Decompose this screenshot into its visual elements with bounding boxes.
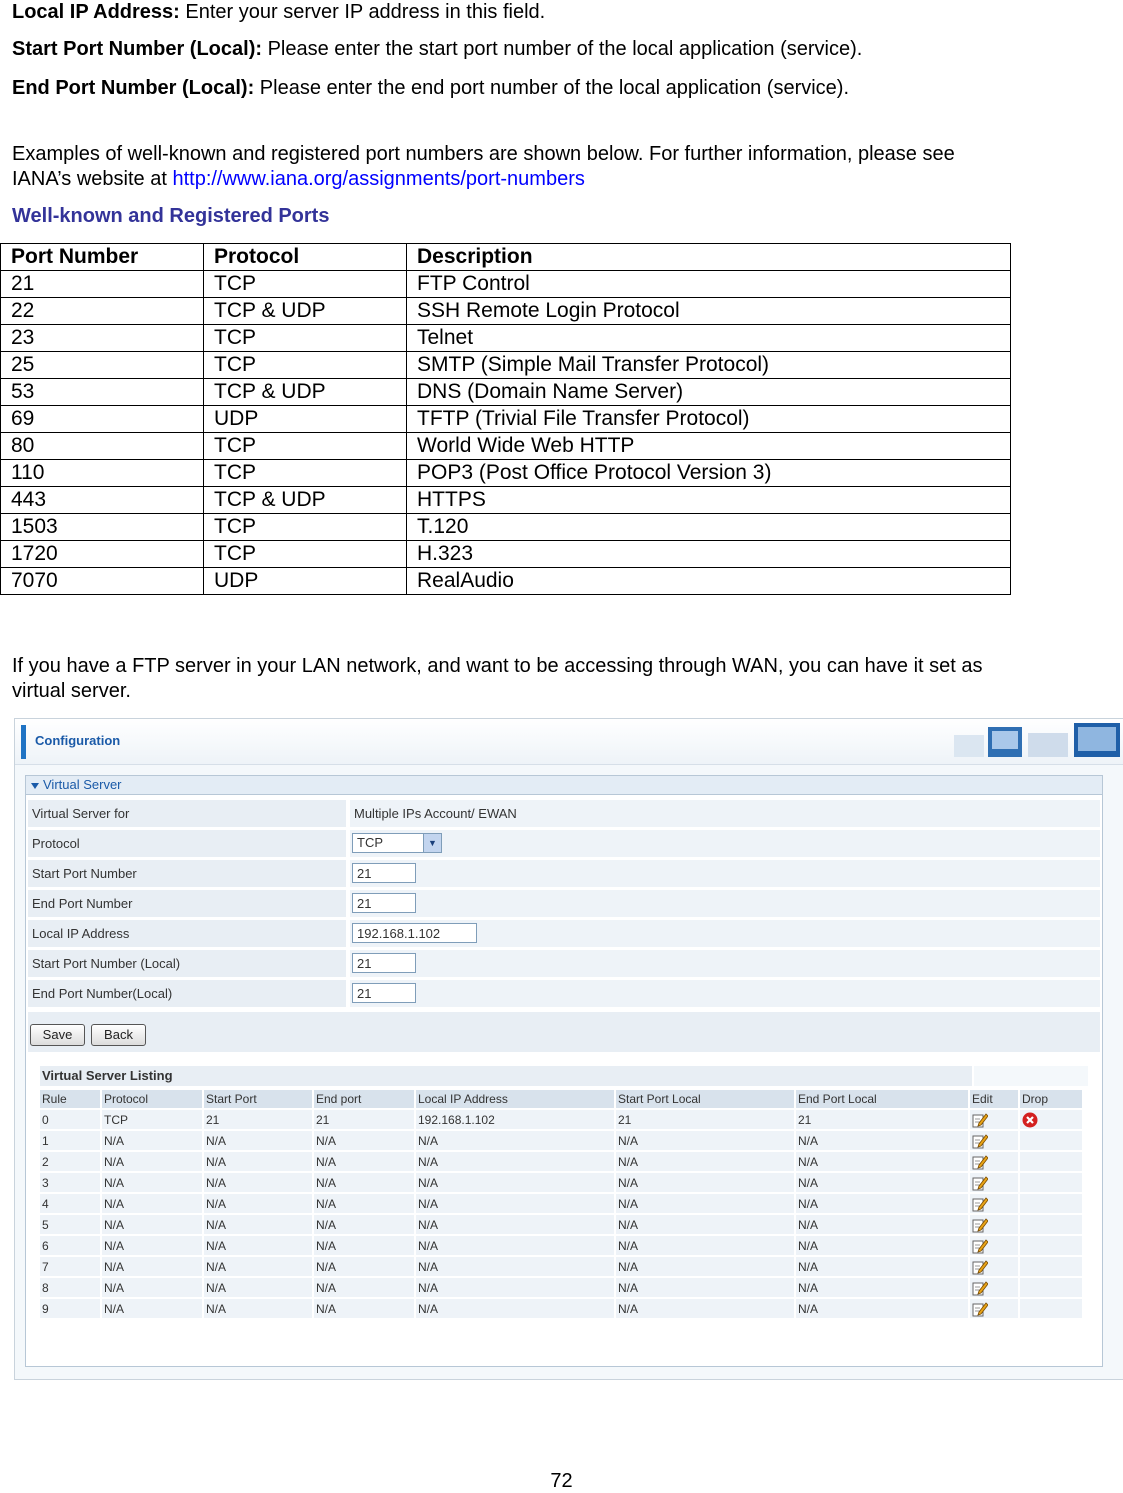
row-protocol: [28, 830, 1100, 857]
rule-cell: 6: [40, 1236, 100, 1255]
edit-col-header: Edit: [970, 1090, 1018, 1108]
listing-row: [40, 1215, 1082, 1234]
drop-cell: [1020, 1152, 1082, 1171]
edit-pencil-icon[interactable]: [972, 1175, 988, 1191]
start-port-description: [12, 37, 862, 61]
start-port-text: Please enter the start port number of the local application (service).: [262, 38, 863, 60]
drop-cell: [1020, 1299, 1082, 1318]
rule-cell: 4: [40, 1194, 100, 1213]
rule-cell: 2: [40, 1152, 100, 1171]
edit-cell: [970, 1152, 1018, 1171]
end-port-input[interactable]: 21: [352, 893, 416, 913]
protocol-cell: UDP: [204, 406, 407, 433]
ports-section-title: Well-known and Registered Ports: [12, 205, 330, 227]
ports-table-header: [1, 244, 1011, 271]
local-ip-cell: N/A: [416, 1194, 614, 1213]
description-cell: RealAudio: [407, 568, 1011, 595]
edit-pencil-icon[interactable]: [972, 1238, 988, 1254]
local-ip-description: [12, 0, 545, 24]
drop-cell: [1020, 1257, 1082, 1276]
row-end-port: [28, 890, 1100, 917]
protocol-cell: N/A: [102, 1257, 202, 1276]
protocol-cell: TCP: [204, 325, 407, 352]
description-cell: Telnet: [407, 325, 1011, 352]
virtual-server-title[interactable]: [26, 776, 1102, 795]
start-port-cell: N/A: [204, 1299, 312, 1318]
ftp-note-line-1: If you have a FTP server in your LAN network, and want to be accessing through WAN, you can have it set as: [12, 655, 983, 677]
edit-pencil-icon[interactable]: [972, 1133, 988, 1149]
protocol-cell: TCP: [102, 1110, 202, 1129]
protocol-cell: TCP: [204, 352, 407, 379]
start-port-local-label: Start Port Number (Local): [28, 950, 346, 977]
delete-x-icon[interactable]: [1022, 1112, 1038, 1128]
edit-cell: [970, 1173, 1018, 1192]
protocol-col-header: Protocol: [102, 1090, 202, 1108]
local-ip-cell: N/A: [416, 1257, 614, 1276]
end-port-text: Please enter the end port number of the local application (service).: [254, 77, 850, 99]
description-cell: FTP Control: [407, 271, 1011, 298]
end-port-cell: N/A: [314, 1173, 414, 1192]
page-number: 72: [550, 1470, 573, 1492]
end-port-description: [12, 76, 849, 100]
start-port-local-cell: N/A: [616, 1194, 794, 1213]
end-port-cell: N/A: [314, 1215, 414, 1234]
start-port-local-cell: [350, 950, 1100, 977]
start-port-local-cell: N/A: [616, 1236, 794, 1255]
port-number-cell: 25: [1, 352, 204, 379]
description-cell: World Wide Web HTTP: [407, 433, 1011, 460]
start-port-local-cell: N/A: [616, 1257, 794, 1276]
listing-title-spacer: [974, 1066, 1088, 1086]
description-cell: H.323: [407, 541, 1011, 568]
start-port-label: Start Port Number: [28, 860, 346, 887]
end-port-local-col-header: End Port Local: [796, 1090, 968, 1108]
rule-header: Rule: [40, 1090, 100, 1108]
local-ip-cell: N/A: [416, 1215, 614, 1234]
start-port-cell: N/A: [204, 1131, 312, 1150]
ports-table-row: [1, 568, 1011, 595]
end-port-local-cell: N/A: [796, 1278, 968, 1297]
protocol-cell: TCP & UDP: [204, 487, 407, 514]
row-local-ip: [28, 920, 1100, 947]
end-port-local-cell: N/A: [796, 1215, 968, 1234]
back-button[interactable]: Back: [91, 1024, 146, 1046]
local-ip-text: Enter your server IP address in this field.: [179, 1, 546, 23]
protocol-cell: [350, 830, 1100, 857]
drop-cell: [1020, 1173, 1082, 1192]
edit-cell: [970, 1215, 1018, 1234]
save-button[interactable]: Save: [30, 1024, 85, 1046]
rule-cell: 5: [40, 1215, 100, 1234]
chevron-down-icon[interactable]: ▼: [423, 834, 441, 852]
config-header: [15, 719, 1123, 765]
virtual-server-panel: [25, 775, 1103, 1367]
ports-table-row: [1, 352, 1011, 379]
start-port-cell: [350, 860, 1100, 887]
port-number-cell: 53: [1, 379, 204, 406]
listing-row: [40, 1194, 1082, 1213]
end-port-cell: N/A: [314, 1194, 414, 1213]
row-start-port-local: [28, 950, 1100, 977]
end-port-cell: N/A: [314, 1257, 414, 1276]
protocol-cell: TCP & UDP: [204, 298, 407, 325]
start-port-term: Start Port Number (Local):: [12, 38, 263, 60]
start-port-local-col-header: Start Port Local: [616, 1090, 794, 1108]
end-port-cell: N/A: [314, 1278, 414, 1297]
protocol-cell: N/A: [102, 1152, 202, 1171]
end-port-col-header: End port: [314, 1090, 414, 1108]
listing-row: [40, 1278, 1082, 1297]
edit-cell: [970, 1257, 1018, 1276]
protocol-cell: N/A: [102, 1173, 202, 1192]
port-number-cell: 22: [1, 298, 204, 325]
ports-table-row: [1, 379, 1011, 406]
edit-pencil-icon[interactable]: [972, 1280, 988, 1296]
protocol-cell: UDP: [204, 568, 407, 595]
protocol-cell: TCP & UDP: [204, 379, 407, 406]
edit-cell: [970, 1194, 1018, 1213]
rule-cell: 7: [40, 1257, 100, 1276]
listing-row: [40, 1257, 1082, 1276]
protocol-cell: N/A: [102, 1194, 202, 1213]
listing-row: [40, 1131, 1082, 1150]
local-ip-term: Local IP Address:: [12, 1, 180, 23]
start-port-local-cell: N/A: [616, 1299, 794, 1318]
description-cell: SMTP (Simple Mail Transfer Protocol): [407, 352, 1011, 379]
end-port-local-cell: 21: [796, 1110, 968, 1129]
rule-cell: 8: [40, 1278, 100, 1297]
protocol-select[interactable]: [352, 833, 442, 853]
local-ip-cell: N/A: [416, 1152, 614, 1171]
description-cell: T.120: [407, 514, 1011, 541]
ports-table-row: [1, 487, 1011, 514]
edit-cell: [970, 1236, 1018, 1255]
edit-pencil-icon[interactable]: [972, 1301, 988, 1317]
config-title: Configuration: [35, 733, 121, 748]
edit-pencil-icon[interactable]: [972, 1259, 988, 1275]
start-port-local-cell: 21: [616, 1110, 794, 1129]
start-port-cell: N/A: [204, 1278, 312, 1297]
start-port-col-header: Start Port: [204, 1090, 312, 1108]
ports-table-row: [1, 433, 1011, 460]
protocol-cell: TCP: [204, 433, 407, 460]
port-number-header: Port Number: [1, 244, 204, 271]
edit-cell: [970, 1278, 1018, 1297]
drop-cell: [1020, 1215, 1082, 1234]
end-port-cell: N/A: [314, 1236, 414, 1255]
edit-pencil-icon[interactable]: [972, 1154, 988, 1170]
port-number-cell: 443: [1, 487, 204, 514]
end-port-local-input[interactable]: 21: [352, 983, 416, 1003]
drop-col-header: Drop: [1020, 1090, 1082, 1108]
port-number-cell: 1503: [1, 514, 204, 541]
start-port-cell: N/A: [204, 1152, 312, 1171]
start-port-cell: N/A: [204, 1194, 312, 1213]
start-port-local-input[interactable]: 21: [352, 953, 416, 973]
protocol-cell: TCP: [204, 514, 407, 541]
protocol-cell: N/A: [102, 1236, 202, 1255]
start-port-cell: N/A: [204, 1173, 312, 1192]
port-number-cell: 1720: [1, 541, 204, 568]
virtual-server-title-text: Virtual Server: [43, 777, 122, 792]
port-number-cell: 80: [1, 433, 204, 460]
rule-cell: 9: [40, 1299, 100, 1318]
protocol-cell: TCP: [204, 271, 407, 298]
listing-row: [40, 1110, 1082, 1129]
edit-pencil-icon[interactable]: [972, 1196, 988, 1212]
header-office-art: [954, 721, 1123, 761]
ports-table: [0, 243, 1011, 595]
listing-title: Virtual Server Listing: [40, 1066, 972, 1086]
rule-cell: 3: [40, 1173, 100, 1192]
end-port-cell: [350, 890, 1100, 917]
edit-pencil-icon[interactable]: [972, 1112, 988, 1128]
start-port-input[interactable]: 21: [352, 863, 416, 883]
description-cell: POP3 (Post Office Protocol Version 3): [407, 460, 1011, 487]
description-header: Description: [407, 244, 1011, 271]
end-port-local-cell: [350, 980, 1100, 1007]
listing-row: [40, 1299, 1082, 1318]
protocol-header: Protocol: [204, 244, 407, 271]
start-port-local-cell: N/A: [616, 1173, 794, 1192]
virtual-server-for-value: Multiple IPs Account/ EWAN: [354, 806, 517, 821]
drop-cell: [1020, 1278, 1082, 1297]
ports-table-row: [1, 325, 1011, 352]
button-bar: [28, 1012, 1100, 1052]
end-port-cell: N/A: [314, 1152, 414, 1171]
edit-cell: [970, 1131, 1018, 1150]
examples-line-2: [12, 167, 585, 191]
local-ip-cell: N/A: [416, 1236, 614, 1255]
rule-cell: 0: [40, 1110, 100, 1129]
protocol-cell: TCP: [204, 541, 407, 568]
end-port-local-cell: N/A: [796, 1194, 968, 1213]
local-ip-cell: N/A: [416, 1173, 614, 1192]
start-port-cell: N/A: [204, 1236, 312, 1255]
iana-prefix: IANA’s website at: [12, 168, 173, 190]
protocol-select-value: TCP: [357, 835, 383, 850]
virtual-server-for-label: Virtual Server for: [28, 800, 346, 827]
end-port-label: End Port Number: [28, 890, 346, 917]
start-port-cell: N/A: [204, 1257, 312, 1276]
ports-table-row: [1, 298, 1011, 325]
protocol-cell: N/A: [102, 1299, 202, 1318]
edit-cell: [970, 1299, 1018, 1318]
local-ip-cell: N/A: [416, 1278, 614, 1297]
end-port-cell: N/A: [314, 1299, 414, 1318]
local-ip-input[interactable]: 192.168.1.102: [352, 923, 477, 943]
ftp-note-line-2: virtual server.: [12, 680, 131, 702]
router-config-screenshot: [14, 718, 1123, 1380]
local-ip-cell: N/A: [416, 1131, 614, 1150]
end-port-local-cell: N/A: [796, 1299, 968, 1318]
start-port-local-cell: N/A: [616, 1215, 794, 1234]
drop-cell: [1020, 1110, 1082, 1129]
end-port-local-cell: N/A: [796, 1131, 968, 1150]
rule-cell: 1: [40, 1131, 100, 1150]
iana-link[interactable]: http://www.iana.org/assignments/port-numbers: [172, 168, 585, 190]
ports-table-row: [1, 541, 1011, 568]
listing-row: [40, 1173, 1082, 1192]
examples-line-1: Examples of well-known and registered port numbers are shown below. For further information, please see: [12, 143, 955, 165]
drop-cell: [1020, 1236, 1082, 1255]
protocol-cell: N/A: [102, 1278, 202, 1297]
ports-table-row: [1, 406, 1011, 433]
port-number-cell: 69: [1, 406, 204, 433]
row-start-port: [28, 860, 1100, 887]
ports-table-row: [1, 514, 1011, 541]
description-cell: HTTPS: [407, 487, 1011, 514]
description-cell: TFTP (Trivial File Transfer Protocol): [407, 406, 1011, 433]
protocol-label: Protocol: [28, 830, 346, 857]
listing-table: [38, 1088, 1084, 1320]
description-cell: SSH Remote Login Protocol: [407, 298, 1011, 325]
end-port-cell: 21: [314, 1110, 414, 1129]
start-port-local-cell: N/A: [616, 1152, 794, 1171]
description-cell: DNS (Domain Name Server): [407, 379, 1011, 406]
end-port-local-cell: N/A: [796, 1236, 968, 1255]
end-port-local-cell: N/A: [796, 1152, 968, 1171]
protocol-cell: N/A: [102, 1215, 202, 1234]
drop-cell: [1020, 1194, 1082, 1213]
edit-pencil-icon[interactable]: [972, 1217, 988, 1233]
start-port-local-cell: N/A: [616, 1131, 794, 1150]
end-port-term: End Port Number (Local):: [12, 77, 255, 99]
end-port-cell: N/A: [314, 1131, 414, 1150]
port-number-cell: 23: [1, 325, 204, 352]
local-ip-cell: 192.168.1.102: [416, 1110, 614, 1129]
row-virtual-server-for: [28, 800, 1100, 827]
drop-cell: [1020, 1131, 1082, 1150]
port-number-cell: 21: [1, 271, 204, 298]
protocol-cell: N/A: [102, 1131, 202, 1150]
local-ip-label: Local IP Address: [28, 920, 346, 947]
ports-table-row: [1, 271, 1011, 298]
collapse-triangle-icon[interactable]: [31, 783, 39, 789]
local-ip-col-header: Local IP Address: [416, 1090, 614, 1108]
start-port-local-cell: N/A: [616, 1278, 794, 1297]
header-accent-bar: [21, 725, 26, 759]
port-number-cell: 7070: [1, 568, 204, 595]
end-port-local-label: End Port Number(Local): [28, 980, 346, 1007]
start-port-cell: 21: [204, 1110, 312, 1129]
row-end-port-local: [28, 980, 1100, 1007]
local-ip-cell: N/A: [416, 1299, 614, 1318]
end-port-local-cell: N/A: [796, 1257, 968, 1276]
virtual-server-for-cell: [350, 800, 1100, 827]
local-ip-cell: [350, 920, 1100, 947]
edit-cell: [970, 1110, 1018, 1129]
listing-row: [40, 1152, 1082, 1171]
port-number-cell: 110: [1, 460, 204, 487]
protocol-cell: TCP: [204, 460, 407, 487]
start-port-cell: N/A: [204, 1215, 312, 1234]
listing-header-row: [40, 1090, 1082, 1108]
ports-table-row: [1, 460, 1011, 487]
end-port-local-cell: N/A: [796, 1173, 968, 1192]
listing-row: [40, 1236, 1082, 1255]
